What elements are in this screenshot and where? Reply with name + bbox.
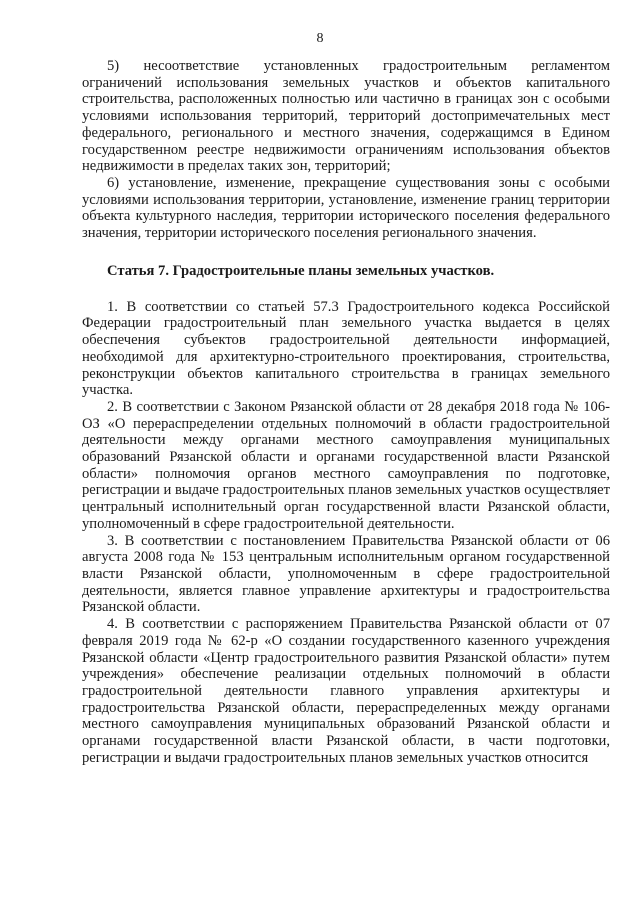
list-item-5: 5) несоответствие установленных градостроительным регламентом ограничений использования земельных участков и объектов капитального строительства, расположенных полностью или частично в границах зон с особыми условиями использования территорий, территорий достопримечательных мест федерального, регионального и местного значения, содержащимся в Едином государственном реестре недвижимости ограничениям использования объектов недвижимости в пределах таких зон, территорий; xyxy=(82,58,610,175)
page-number: 8 xyxy=(316,31,324,46)
article-paragraph-3: 3. В соответствии с постановлением Правительства Рязанской области от 06 августа 2008 года № 153 центральным исполнительным органом государственной власти Рязанской области, уполномоченным в сфере градостроительной деятельности, является главное управление архитектуры и градостроительства Рязанской области. xyxy=(82,532,610,616)
article-paragraph-4: 4. В соответствии с распоряжением Правительства Рязанской области от 07 февраля 2019 года № 62-р «О создании государственного казенного учреждения Рязанской области «Центр градостроительного развития Рязанской области» путем учреждения» обеспечение реализации отдельных полномочий в области градостроительной деятельности главного управления архитектуры и градостроительства Рязанской области, перераспределенных между органами местного самоуправления муниципальных образований Рязанской области и органами государственной власти Рязанской области, в части подготовки, регистрации и выдачи градостроительных планов земельных участков относится xyxy=(82,616,610,766)
document-body xyxy=(82,58,610,766)
article-paragraph-2: 2. В соответствии с Законом Рязанской области от 28 декабря 2018 года № 106-ОЗ «О перераспределении отдельных полномочий в области градостроительной деятельности между органами местного самоуправления муниципальных образований Рязанской области и органами государственной власти Рязанской области» полномочия органов местного самоуправления по подготовке, регистрации и выдаче градостроительных планов земельных участков осуществляет центральный исполнительный орган государственной власти Рязанской области, уполномоченный в сфере градостроительной деятельности. xyxy=(82,398,610,532)
article-paragraph-1: 1. В соответствии со статьей 57.3 Градостроительного кодекса Российской Федерации градостроительный план земельного участка выдается в целях обеспечения субъектов градостроительной деятельности информацией, необходимой для архитектурно-строительного проектирования, строительства, реконструкции объектов капитального строительства в границах земельного участка. xyxy=(82,298,610,399)
article-title: Статья 7. Градостроительные планы земельных участков. xyxy=(107,262,495,279)
list-item-6: 6) установление, изменение, прекращение существования зоны с особыми условиями использования территории, установление, изменение границ территории объекта культурного наследия, территории исторического поселения федерального значения, территории исторического поселения регионального значения. xyxy=(82,174,610,242)
